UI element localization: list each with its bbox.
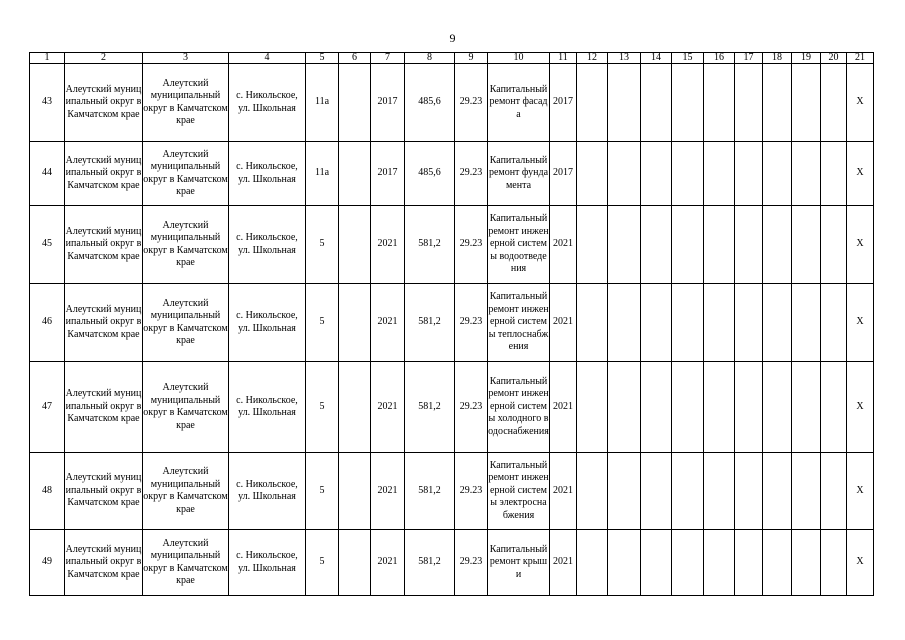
empty-cell (792, 64, 821, 142)
mark-cell: Х (847, 362, 874, 453)
house-number: 5 (306, 362, 339, 453)
column-number: 16 (704, 53, 735, 64)
empty-cell (704, 142, 735, 206)
table-row (30, 142, 874, 206)
municipal-formation: Алеутский муниципальный округ в Камчатском крае (143, 362, 229, 453)
year-planned: 2017 (550, 142, 577, 206)
empty-cell (763, 206, 792, 284)
mark-cell: Х (847, 284, 874, 362)
empty-cell (763, 362, 792, 453)
municipal-formation: Алеутский муниципальный округ в Камчатском крае (143, 64, 229, 142)
table-row (30, 284, 874, 362)
mark-cell: Х (847, 530, 874, 596)
address: с. Никольское, ул. Школьная (229, 530, 306, 596)
empty-cell (735, 284, 763, 362)
work-type: Капитальный ремонт фасада (488, 64, 550, 142)
year-planned: 2021 (550, 206, 577, 284)
header-row (30, 53, 874, 64)
year-built: 2021 (371, 284, 405, 362)
row-number: 46 (30, 284, 65, 362)
empty-cell (608, 142, 641, 206)
column-number: 21 (847, 53, 874, 64)
empty-cell (735, 64, 763, 142)
table-row (30, 206, 874, 284)
row-number: 47 (30, 362, 65, 453)
area: 581,2 (405, 284, 455, 362)
empty-cell (577, 530, 608, 596)
year-built: 2017 (371, 142, 405, 206)
table-row (30, 453, 874, 530)
area: 581,2 (405, 362, 455, 453)
empty-cell (763, 453, 792, 530)
work-type: Капитальный ремонт инженерной системы холодного водоснабжения (488, 362, 550, 453)
year-built: 2021 (371, 362, 405, 453)
empty-cell (735, 206, 763, 284)
register-table (29, 52, 874, 596)
column-number: 4 (229, 53, 306, 64)
empty-cell (641, 64, 672, 142)
empty-cell (672, 530, 704, 596)
empty-cell (821, 206, 847, 284)
building-cell (339, 64, 371, 142)
year-built: 2021 (371, 453, 405, 530)
building-cell (339, 453, 371, 530)
column-number: 10 (488, 53, 550, 64)
code: 29.23 (455, 362, 488, 453)
table-row (30, 64, 874, 142)
house-number: 5 (306, 284, 339, 362)
empty-cell (641, 530, 672, 596)
year-built: 2021 (371, 206, 405, 284)
work-type: Капитальный ремонт инженерной системы водоотведения (488, 206, 550, 284)
empty-cell (577, 142, 608, 206)
code: 29.23 (455, 206, 488, 284)
mark-cell: Х (847, 142, 874, 206)
table-body (30, 64, 874, 596)
column-number: 13 (608, 53, 641, 64)
year-planned: 2021 (550, 284, 577, 362)
address: с. Никольское, ул. Школьная (229, 206, 306, 284)
mark-cell: Х (847, 64, 874, 142)
column-number: 17 (735, 53, 763, 64)
column-number: 1 (30, 53, 65, 64)
empty-cell (763, 530, 792, 596)
building-cell (339, 530, 371, 596)
mark-cell: Х (847, 206, 874, 284)
row-number: 43 (30, 64, 65, 142)
empty-cell (608, 64, 641, 142)
column-number: 6 (339, 53, 371, 64)
empty-cell (608, 206, 641, 284)
row-number: 49 (30, 530, 65, 596)
table-row (30, 530, 874, 596)
house-number: 5 (306, 530, 339, 596)
empty-cell (608, 530, 641, 596)
code: 29.23 (455, 64, 488, 142)
empty-cell (735, 453, 763, 530)
column-number: 5 (306, 53, 339, 64)
work-type: Капитальный ремонт инженерной системы теплоснабжения (488, 284, 550, 362)
empty-cell (672, 362, 704, 453)
empty-cell (704, 284, 735, 362)
empty-cell (577, 362, 608, 453)
empty-cell (792, 142, 821, 206)
empty-cell (672, 453, 704, 530)
row-number: 44 (30, 142, 65, 206)
empty-cell (821, 64, 847, 142)
house-number: 11а (306, 142, 339, 206)
building-cell (339, 142, 371, 206)
work-type: Капитальный ремонт инженерной системы электроснабжения (488, 453, 550, 530)
empty-cell (735, 530, 763, 596)
empty-cell (821, 453, 847, 530)
address: с. Никольское, ул. Школьная (229, 362, 306, 453)
year-built: 2021 (371, 530, 405, 596)
column-number: 18 (763, 53, 792, 64)
municipal-formation: Алеутский муниципальный округ в Камчатском крае (143, 530, 229, 596)
area: 485,6 (405, 64, 455, 142)
empty-cell (608, 453, 641, 530)
year-planned: 2017 (550, 64, 577, 142)
empty-cell (792, 453, 821, 530)
empty-cell (792, 530, 821, 596)
code: 29.23 (455, 142, 488, 206)
column-number: 12 (577, 53, 608, 64)
building-cell (339, 206, 371, 284)
empty-cell (704, 453, 735, 530)
year-built: 2017 (371, 64, 405, 142)
column-number: 9 (455, 53, 488, 64)
empty-cell (672, 206, 704, 284)
work-type: Капитальный ремонт фундамента (488, 142, 550, 206)
area: 581,2 (405, 453, 455, 530)
empty-cell (704, 64, 735, 142)
building-cell (339, 362, 371, 453)
work-type: Капитальный ремонт крыши (488, 530, 550, 596)
empty-cell (792, 284, 821, 362)
empty-cell (792, 206, 821, 284)
municipality: Алеутский муниципальный округ в Камчатском крае (65, 530, 143, 596)
empty-cell (641, 453, 672, 530)
column-number: 3 (143, 53, 229, 64)
house-number: 5 (306, 453, 339, 530)
municipal-formation: Алеутский муниципальный округ в Камчатском крае (143, 453, 229, 530)
empty-cell (672, 64, 704, 142)
empty-cell (792, 362, 821, 453)
mark-cell: Х (847, 453, 874, 530)
empty-cell (672, 284, 704, 362)
empty-cell (704, 530, 735, 596)
column-number: 14 (641, 53, 672, 64)
house-number: 5 (306, 206, 339, 284)
municipal-formation: Алеутский муниципальный округ в Камчатском крае (143, 284, 229, 362)
address: с. Никольское, ул. Школьная (229, 64, 306, 142)
house-number: 11а (306, 64, 339, 142)
code: 29.23 (455, 284, 488, 362)
municipal-formation: Алеутский муниципальный округ в Камчатском крае (143, 206, 229, 284)
column-number: 7 (371, 53, 405, 64)
empty-cell (577, 284, 608, 362)
address: с. Никольское, ул. Школьная (229, 453, 306, 530)
empty-cell (641, 142, 672, 206)
municipality: Алеутский муниципальный округ в Камчатском крае (65, 206, 143, 284)
column-number: 20 (821, 53, 847, 64)
empty-cell (577, 206, 608, 284)
empty-cell (735, 142, 763, 206)
year-planned: 2021 (550, 362, 577, 453)
area: 581,2 (405, 206, 455, 284)
empty-cell (704, 206, 735, 284)
column-number: 8 (405, 53, 455, 64)
empty-cell (735, 362, 763, 453)
code: 29.23 (455, 530, 488, 596)
empty-cell (641, 284, 672, 362)
municipality: Алеутский муниципальный округ в Камчатском крае (65, 64, 143, 142)
empty-cell (577, 64, 608, 142)
row-number: 48 (30, 453, 65, 530)
municipality: Алеутский муниципальный округ в Камчатском крае (65, 142, 143, 206)
empty-cell (577, 453, 608, 530)
municipality: Алеутский муниципальный округ в Камчатском крае (65, 284, 143, 362)
empty-cell (608, 284, 641, 362)
area: 485,6 (405, 142, 455, 206)
table-row (30, 362, 874, 453)
row-number: 45 (30, 206, 65, 284)
empty-cell (763, 284, 792, 362)
empty-cell (821, 530, 847, 596)
municipality: Алеутский муниципальный округ в Камчатском крае (65, 453, 143, 530)
empty-cell (763, 142, 792, 206)
area: 581,2 (405, 530, 455, 596)
building-cell (339, 284, 371, 362)
code: 29.23 (455, 453, 488, 530)
empty-cell (641, 362, 672, 453)
empty-cell (821, 362, 847, 453)
empty-cell (763, 64, 792, 142)
empty-cell (672, 142, 704, 206)
municipality: Алеутский муниципальный округ в Камчатском крае (65, 362, 143, 453)
address: с. Никольское, ул. Школьная (229, 284, 306, 362)
empty-cell (821, 284, 847, 362)
empty-cell (608, 362, 641, 453)
column-number: 15 (672, 53, 704, 64)
empty-cell (704, 362, 735, 453)
municipal-formation: Алеутский муниципальный округ в Камчатском крае (143, 142, 229, 206)
empty-cell (821, 142, 847, 206)
page-number: 9 (449, 31, 456, 45)
column-number: 11 (550, 53, 577, 64)
address: с. Никольское, ул. Школьная (229, 142, 306, 206)
year-planned: 2021 (550, 530, 577, 596)
empty-cell (641, 206, 672, 284)
year-planned: 2021 (550, 453, 577, 530)
column-number: 2 (65, 53, 143, 64)
column-number: 19 (792, 53, 821, 64)
